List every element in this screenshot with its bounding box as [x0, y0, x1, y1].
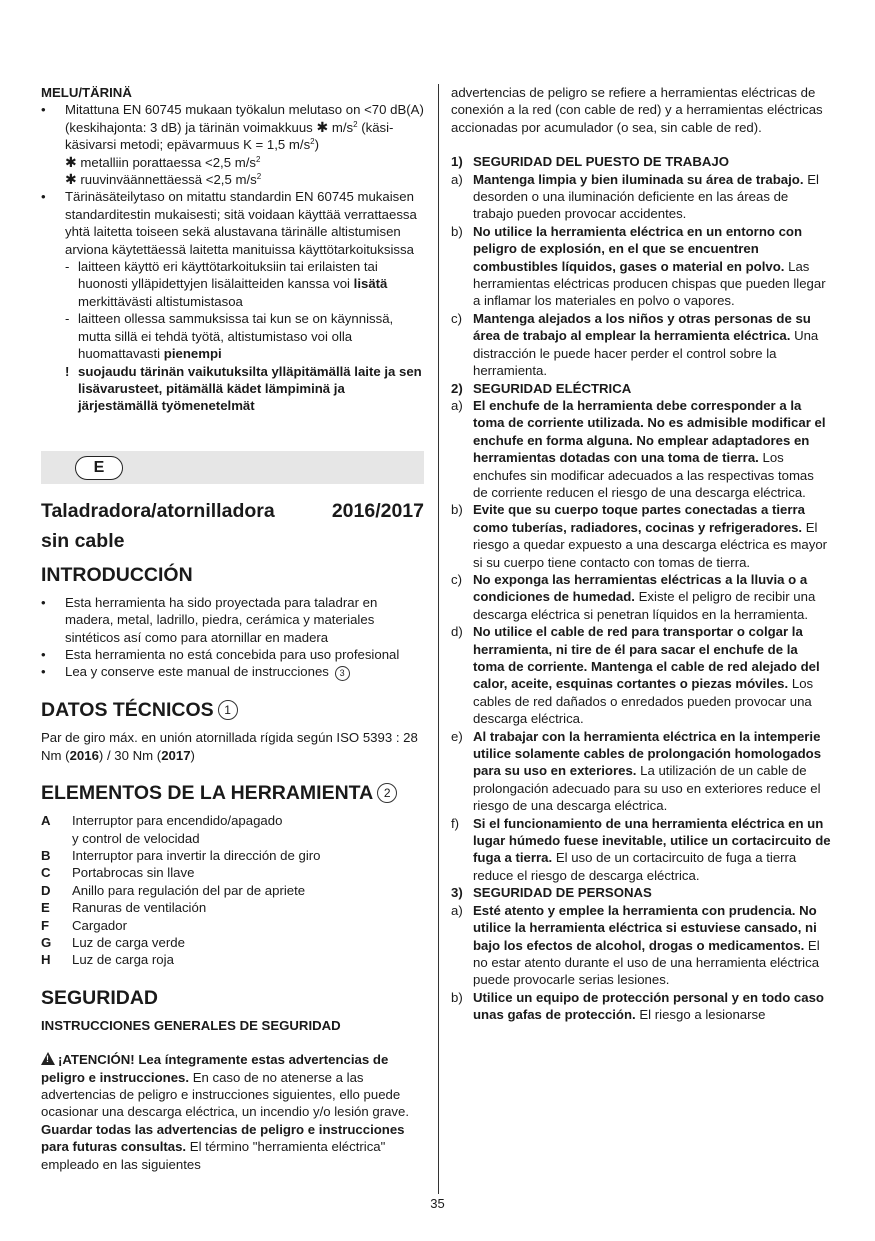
fi-noise-heading: MELU/TÄRINÄ: [41, 85, 132, 100]
element-item: D Anillo para regulación del par de apriete: [41, 882, 306, 898]
safety-subheading: INSTRUCCIONES GENERALES DE SEGURIDAD: [41, 1017, 341, 1033]
safety-warning: !¡ATENCIÓN! Lea íntegramente estas advertencias de peligro e instrucciones. En caso de no atenerse a las advertencias de peligro e instrucciones siguientes, ello puede ocasionar una descarga eléctrica, un incendio y/o lesión grave. Guardar todas las advertencias de peligro e instrucciones para futuras consultas. El término "herramienta eléctrica" empleado en las siguientes: [41, 1051, 424, 1173]
model-number: 2016/2017: [331, 499, 424, 522]
intro-heading: INTRODUCCIÓN: [41, 563, 193, 586]
figure-ref-3: 3: [335, 666, 350, 681]
column-divider: [438, 84, 439, 1194]
section-item: c) No exponga las herramientas eléctricas a la lluvia o a condiciones de humedad. Existe el peligro de recibir una descarga eléctrica si penetran líquidos en la herramienta.: [451, 571, 816, 622]
left-column: [41, 84, 424, 1173]
section-item: b) No utilice la herramienta eléctrica en un entorno con peligro de explosión, en el que se encuentren combustibles líquidos, gases o material en polvo. Las herramientas eléctricas producen chispas que pueden llegar a inflamar los materiales en polvo o vapores.: [451, 223, 826, 309]
fi-bullet-noise: • Mitattuna EN 60745 mukaan työkalun melutaso on <70 dB(A) (keskihajonta: 3 dB) ja tärinän voimakkuus ✱ $m/s^2$ (käsi-käsivarsi metodi; epävarmuus K = 1,5 $m/s^2$) ✱ metalliin porattaessa <2,5 $m/s^2$ ✱ ruuvinväännettäessä <2,5 $m/s^2$: [41, 101, 424, 188]
figure-ref-2: 2: [377, 783, 397, 803]
element-item: G Luz de carga verde: [41, 935, 185, 950]
safety-heading: SEGURIDAD: [41, 986, 159, 1009]
section-item: a) Esté atento y emplee la herramienta con prudencia. No utilice la herramienta eléctrica si estuviese cansado, ni bajo los efectos de alcohol, drogas o medicamentos. El no estar atento durante el uso de una herramienta eléctrica puede provocarle serias lesiones.: [451, 902, 820, 988]
section-3-title: 3) SEGURIDAD DE PERSONAS: [451, 885, 652, 901]
fi-exclamation-note: ! suojaudu tärinän vaikutuksilta ylläpitämällä laite ja sen lisävarusteet, pitämällä kädet lämpiminä ja järjestämällä työmenetelmät: [41, 363, 424, 415]
section-item: b) Utilice un equipo de protección personal y en todo caso unas gafas de protección. El riesgo a lesionarse: [451, 989, 824, 1023]
element-item: H Luz de carga roja: [41, 952, 174, 968]
element-item: A Interruptor para encendido/apagado y control de velocidad: [41, 813, 283, 846]
section-2-title: 2) SEGURIDAD ELÉCTRICA: [451, 380, 632, 396]
section-item: a) El enchufe de la herramienta debe corresponder a la toma de corriente utilizada. No es admisible modificar el enchufe en forma alguna. No emplear adaptadores en herramientas dotadas con una toma de tierra. Los enchufes sin modificar adecuados a las respectivas tomas de corriente reducen el riesgo de una descarga eléctrica.: [451, 397, 826, 500]
element-item: E Ranuras de ventilación: [41, 900, 207, 916]
tech-heading: DATOS TÉCNICOS 1: [41, 697, 424, 723]
product-title: Taladradora/atornilladora 2016/2017 sin cable: [41, 496, 424, 556]
intro-bullet-1: • Esta herramienta ha sido proyectada para taladrar en madera, metal, ladrillo, piedra, cerámica y materiales sintéticos así como para atornillar en madera: [41, 594, 424, 646]
fi-dash-2: - laitteen ollessa sammuksissa tai kun se on käynnissä, mutta sillä ei tehdä työtä, altistumistaso voi olla huomattavasti pienempi: [41, 310, 424, 362]
asterisk-icon: ✱: [65, 153, 77, 170]
safety-continued: advertencias de peligro se refiere a herramientas eléctricas de conexión a la red (con cable de red) y a herramientas eléctricas accionadas por acumulador (o sea, sin cable de red).: [451, 85, 823, 135]
section-item: d) No utilice el cable de red para transportar o colgar la herramienta, ni tire de él para sacar el enchufe de la toma de corriente. Mantenga el cable de red alejado del calor, aceite, esquinas cortantes o piezas móviles. Los cables de red dañados o enredados pueden provocar una descarga eléctrica.: [451, 624, 820, 727]
fi-bullet-vibration: • Tärinäsäteilytaso on mitattu standardin EN 60745 mukaisen standarditestin mukaisesti; sitä voidaan käyttää verrattaessa yhtä laitetta toiseen sekä alustavana tärinälle altistumisen arviona käytettäessä laitetta manituissa käyttötarkoituksissa: [41, 188, 424, 258]
language-badge: E: [75, 456, 123, 480]
right-column: [451, 84, 831, 1024]
section-item: e) Al trabajar con la herramienta eléctrica en la intemperie utilice solamente cables de prolongación homologados para su uso en exteriores. La utilización de un cable de prolongación adecuado para su uso en exteriores reduce el riesgo de una descarga eléctrica.: [451, 728, 822, 814]
section-item: a) Mantenga limpia y bien iluminada su área de trabajo. El desorden o una iluminación deficiente en las áreas de trabajo pueden provocar accidentes.: [451, 171, 819, 222]
warning-triangle-icon: [41, 1052, 55, 1065]
tech-text: Par de giro máx. en unión atornillada rígida según ISO 5393 : 28 Nm (2016) / 30 Nm (2017): [41, 730, 418, 763]
element-item: C Portabrocas sin llave: [41, 865, 195, 881]
intro-bullet-3: • Lea y conserve este manual de instrucciones 3: [41, 663, 424, 681]
elements-list: [41, 812, 424, 969]
language-band: [41, 451, 424, 484]
intro-bullet-2: • Esta herramienta no está concebida para uso profesional: [41, 646, 424, 663]
section-item: f) Si el funcionamiento de una herramienta eléctrica en un lugar húmedo fuese inevitable, utilice un cortacircuito de fuga a tierra. El uso de un cortacircuito de fuga a tierra reduce el riesgo de descarga eléctrica.: [451, 815, 831, 883]
element-item: B Interruptor para invertir la dirección de giro: [41, 847, 321, 863]
elements-heading: ELEMENTOS DE LA HERRAMIENTA 2: [41, 780, 424, 806]
asterisk-icon: ✱: [65, 171, 77, 188]
asterisk-icon: ✱: [316, 118, 329, 135]
element-item: F Cargador: [41, 917, 127, 933]
figure-ref-1: 1: [218, 700, 238, 720]
page-number: 35: [430, 1196, 445, 1211]
section-item: c) Mantenga alejados a los niños y otras personas de su área de trabajo al emplear la herramienta eléctrica. Una distracción le puede hacer perder el control sobre la herramienta.: [451, 310, 819, 379]
fi-dash-1: - laitteen käyttö eri käyttötarkoituksiin tai erilaisten tai huonosti ylläpidettyjen lisälaitteiden kanssa voi lisätä merkittävästi altistumistasoa: [41, 258, 424, 310]
section-item: b) Evite que su cuerpo toque partes conectadas a tierra como tuberías, radiadores, cocinas y refrigeradores. El riesgo a quedar expuesto a una descarga eléctrica es mayor si su cuerpo tiene contacto con tomas de tierra.: [451, 502, 828, 570]
section-1-title: 1) SEGURIDAD DEL PUESTO DE TRABAJO: [451, 154, 729, 170]
